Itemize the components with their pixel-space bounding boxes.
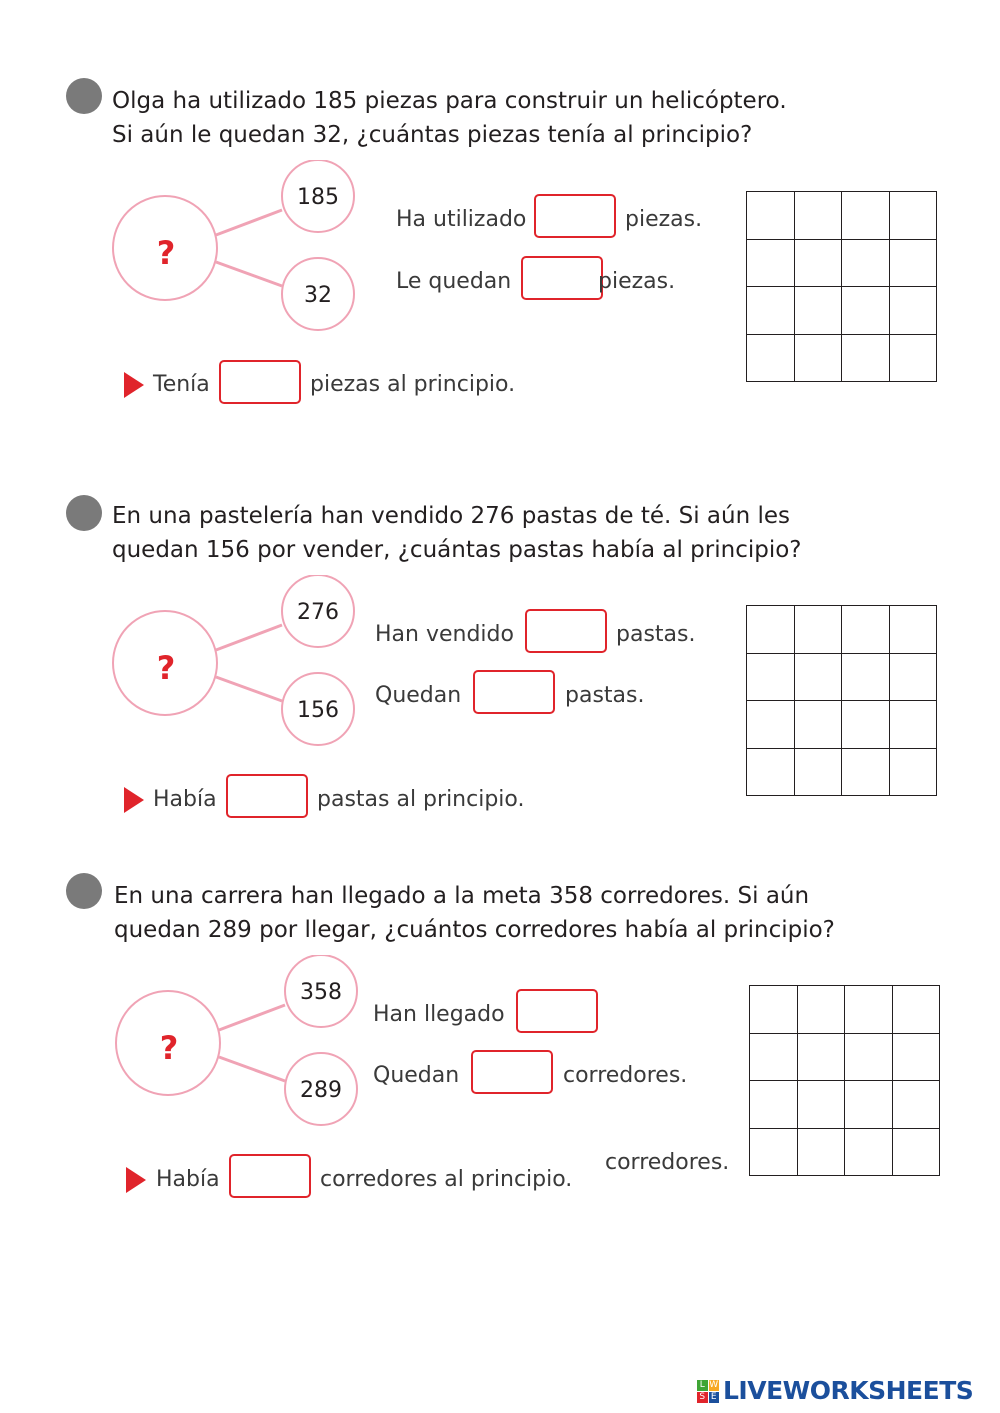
line-1-unit: corredores.: [605, 1150, 730, 1175]
part-1-value: 276: [297, 600, 339, 625]
total-unknown: ?: [156, 649, 176, 687]
line-1-label: Han vendido: [375, 622, 514, 647]
bullet-icon: [66, 873, 102, 909]
line-1-label: Ha utilizado: [396, 207, 527, 232]
question-line-2: Si aún le quedan 32, ¿cuántas piezas tenía al principio?: [112, 122, 753, 148]
arrow-icon: [124, 372, 144, 398]
part-whole-diagram: [100, 575, 370, 755]
part-2-value: 156: [297, 698, 339, 723]
question-line-1: En una carrera han llegado a la meta 358 corredores. Si aún: [114, 883, 810, 909]
line-2-unit: corredores.: [563, 1063, 688, 1088]
answer-box-total[interactable]: [226, 774, 308, 818]
answer-box-total[interactable]: [219, 360, 301, 404]
part-2-value: 32: [304, 283, 332, 308]
answer-box-sold[interactable]: [525, 609, 607, 653]
line-2-label: Quedan: [373, 1063, 460, 1088]
answer-label: Tenía: [153, 372, 210, 397]
liveworksheets-logo[interactable]: [697, 1376, 973, 1405]
answer-box-left[interactable]: [521, 256, 603, 300]
answer-unit: corredores al principio.: [320, 1167, 573, 1192]
answer-unit: piezas al principio.: [310, 372, 516, 397]
line-2-unit: pastas.: [565, 683, 645, 708]
arrow-icon: [126, 1167, 146, 1193]
part-2-value: 289: [300, 1078, 342, 1103]
line-1-unit: piezas.: [625, 207, 703, 232]
work-grid: [746, 191, 937, 382]
answer-box-total[interactable]: [229, 1154, 311, 1198]
total-unknown: ?: [156, 234, 176, 272]
line-2-label: Quedan: [375, 683, 462, 708]
question-line-1: Olga ha utilizado 185 piezas para construir un helicóptero.: [112, 88, 787, 114]
line-2-label: Le quedan: [396, 269, 512, 294]
question-line-2: quedan 289 por llegar, ¿cuántos corredores había al principio?: [114, 917, 835, 943]
line-2-unit: piezas.: [598, 269, 676, 294]
work-grid: [749, 985, 940, 1176]
answer-box-left[interactable]: [473, 670, 555, 714]
part-whole-diagram: [100, 160, 370, 340]
question-line-1: En una pastelería han vendido 276 pastas de té. Si aún les: [112, 503, 791, 529]
answer-label: Había: [153, 787, 217, 812]
bullet-icon: [66, 78, 102, 114]
answer-box-left[interactable]: [471, 1050, 553, 1094]
answer-box-arrived[interactable]: [516, 989, 598, 1033]
answer-label: Había: [156, 1167, 220, 1192]
bullet-icon: [66, 495, 102, 531]
total-unknown: ?: [159, 1029, 179, 1067]
logo-text: LIVEWORKSHEETS: [723, 1376, 974, 1405]
part-whole-diagram: [103, 955, 373, 1135]
arrow-icon: [124, 787, 144, 813]
line-1-label: Han llegado: [373, 1002, 505, 1027]
work-grid: [746, 605, 937, 796]
answer-box-used[interactable]: [534, 194, 616, 238]
question-line-2: quedan 156 por vender, ¿cuántas pastas había al principio?: [112, 537, 802, 563]
answer-unit: pastas al principio.: [317, 787, 525, 812]
line-1-unit: pastas.: [616, 622, 696, 647]
part-1-value: 358: [300, 980, 342, 1005]
part-1-value: 185: [297, 185, 339, 210]
logo-icon: L W S E: [697, 1380, 719, 1402]
